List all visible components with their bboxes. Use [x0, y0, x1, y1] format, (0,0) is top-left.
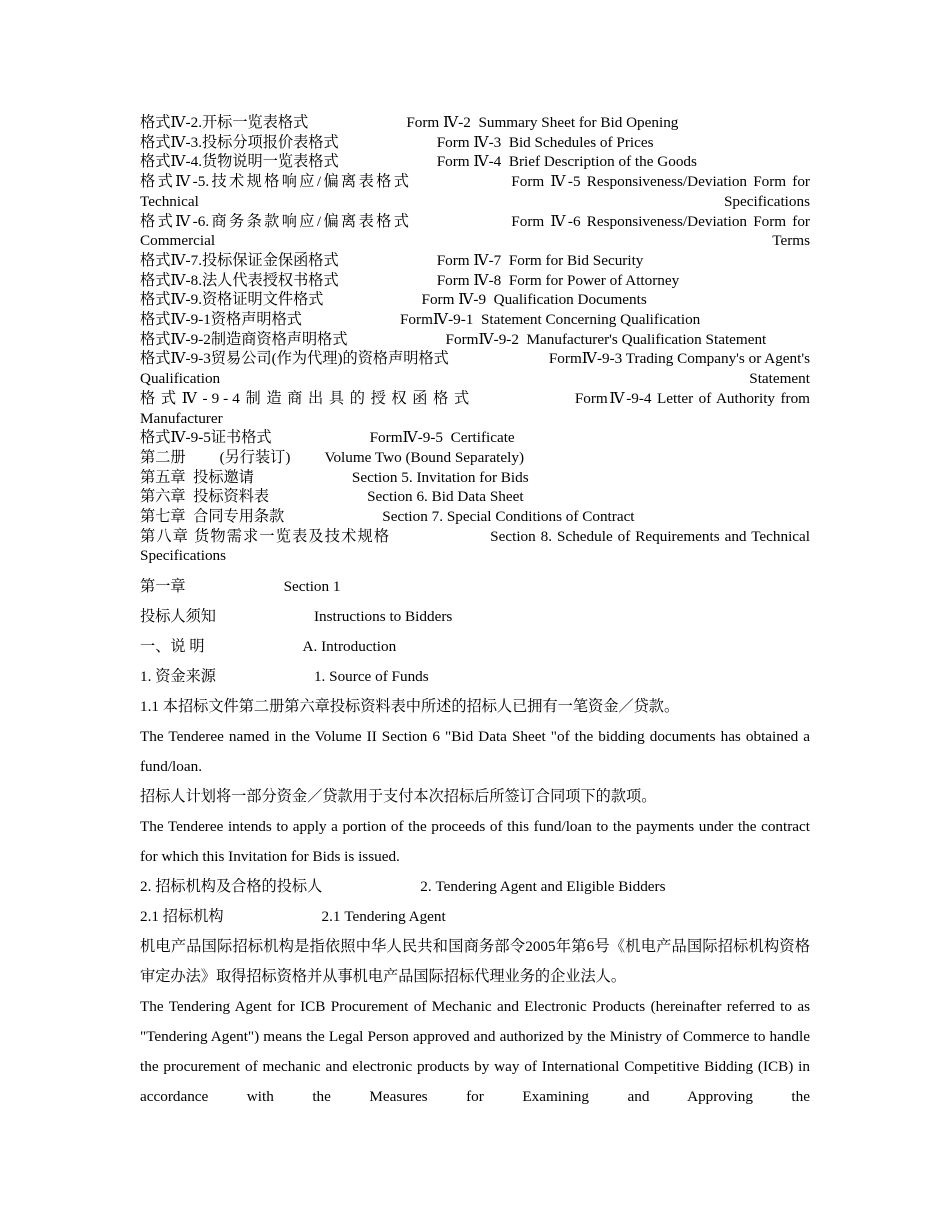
toc-en: Form Ⅳ-6 Responsiveness/Deviation Form for Commercial Terms — [140, 212, 810, 250]
toc-cn: 第七章 合同专用条款 — [140, 508, 285, 526]
toc-cn: 格式Ⅳ-9-4制造商出具的授权函格式 — [140, 389, 475, 407]
source-funds-cn: 1. 资金来源 — [140, 668, 216, 686]
toc-en: Section 7. Special Conditions of Contract — [382, 508, 635, 526]
toc-en: Form Ⅳ-9 Qualification Documents — [421, 291, 647, 309]
toc-entry — [140, 349, 810, 388]
chapter-en: Section 1 — [283, 578, 341, 596]
toc-cn: 格式Ⅳ-7.投标保证金保函格式 — [140, 251, 339, 269]
instructions-cn: 投标人须知 — [140, 608, 216, 626]
agent-sub-cn: 2.1 招标机构 — [140, 908, 224, 926]
toc-entry — [140, 448, 810, 468]
toc-entry — [140, 468, 810, 488]
toc-cn: 格式Ⅳ-9-1资格声明格式 — [140, 311, 302, 329]
toc-en: Section 6. Bid Data Sheet — [367, 488, 524, 506]
toc-entry — [140, 251, 810, 271]
agent-sub-en: 2.1 Tendering Agent — [321, 908, 446, 926]
paragraph-en: The Tenderee named in the Volume II Section 6 "Bid Data Sheet "of the bidding documents has obtained a fund/loan. — [140, 728, 810, 776]
source-funds-en: 1. Source of Funds — [313, 668, 429, 686]
toc-en: Form Ⅳ-8 Form for Power of Attorney — [436, 271, 680, 289]
toc-en: FormⅣ-9-3 Trading Company's or Agent's Qualification Statement — [140, 350, 811, 388]
paragraph-cn: 1.1 本招标文件第二册第六章投标资料表中所述的招标人已拥有一笔资金／贷款。 — [140, 698, 680, 716]
toc-cn: 格式Ⅳ-9.资格证明文件格式 — [140, 291, 324, 309]
toc-en: FormⅣ-9-4 Letter of Authority from Manufacturer — [140, 389, 810, 427]
toc-entry — [140, 290, 810, 310]
chapter-heading — [140, 577, 810, 597]
source-funds-heading — [140, 667, 810, 687]
document-page — [140, 113, 810, 1112]
toc-en: Volume Two (Bound Separately) — [324, 448, 525, 466]
toc-en: FormⅣ-9-1 Statement Concerning Qualification — [399, 311, 701, 329]
toc-entry — [140, 487, 810, 507]
toc-en: FormⅣ-9-2 Manufacturer's Qualification Statement — [445, 330, 767, 348]
toc-en: Form Ⅳ-5 Responsiveness/Deviation Form for Technical Specifications — [140, 173, 810, 210]
agent-subheading — [140, 902, 810, 932]
agent-heading — [140, 872, 810, 902]
intro-cn: 一、说 明 — [140, 638, 205, 656]
toc-cn: 格式Ⅳ-9-5证书格式 — [140, 429, 272, 447]
toc-cn: 格式Ⅳ-3.投标分项报价表格式 — [140, 133, 339, 151]
instructions-heading — [140, 607, 810, 627]
toc-en: FormⅣ-9-5 Certificate — [369, 429, 515, 447]
toc-cn: 第六章 投标资料表 — [140, 488, 270, 506]
agent-heading-cn: 2. 招标机构及合格的投标人 — [140, 878, 323, 896]
paragraph-en: The Tendering Agent for ICB Procurement of Mechanic and Electronic Products (hereinafter referred to as "Tendering Agent") means the Legal Person approved and authorized by the Ministry of Commerce to handle the procurement of mechanic and electronic products by way of International Competitive Bidding (ICB) in accordance with the Measures for Examining and Approving the — [140, 998, 810, 1106]
toc-en: Section 5. Invitation for Bids — [351, 468, 529, 486]
toc-entry — [140, 389, 810, 428]
toc-entry — [140, 212, 810, 251]
toc-entry — [140, 507, 810, 527]
toc-en: Section 8. Schedule of Requirements and Technical Specifications — [140, 527, 810, 565]
toc-entry — [140, 172, 810, 211]
toc-cn: 格式Ⅳ-6.商务条款响应/偏离表格式 — [140, 212, 412, 230]
toc-en: Form Ⅳ-2 Summary Sheet for Bid Opening — [406, 114, 679, 131]
toc-entry — [140, 310, 810, 330]
paragraph-en: The Tenderee intends to apply a portion of the proceeds of this fund/loan to the payments under the contract for which this Invitation for Bids is issued. — [140, 818, 810, 866]
toc-entry — [140, 133, 810, 153]
toc-cn: 格式Ⅳ-5.技术规格响应/偏离表格式 — [140, 173, 412, 191]
toc-entry — [140, 113, 810, 133]
toc-cn: 格式Ⅳ-9-2制造商资格声明格式 — [140, 330, 348, 348]
toc-entry — [140, 271, 810, 291]
toc-entry — [140, 428, 810, 448]
chapter-cn: 第一章 — [140, 578, 186, 596]
toc-cn: 格式Ⅳ-4.货物说明一览表格式 — [140, 153, 339, 171]
toc-cn: 第八章 货物需求一览表及技术规格 — [140, 527, 391, 545]
intro-en: A. Introduction — [302, 638, 397, 656]
toc-cn: 第二册 — [140, 448, 186, 466]
toc-cn: 第五章 投标邀请 — [140, 468, 254, 486]
toc-en: Form Ⅳ-7 Form for Bid Security — [436, 251, 644, 269]
paragraph-cn: 招标人计划将一部分资金／贷款用于支付本次招标后所签订合同项下的款项。 — [140, 788, 657, 806]
instructions-en: Instructions to Bidders — [313, 608, 453, 626]
toc-en: Form Ⅳ-4 Brief Description of the Goods — [436, 153, 697, 171]
toc-cn: 格式Ⅳ-9-3贸易公司(作为代理)的资格声明格式 — [140, 350, 449, 368]
toc-mid: (另行装订) — [219, 448, 291, 466]
toc-en: Form Ⅳ-3 Bid Schedules of Prices — [436, 133, 654, 151]
toc-entry — [140, 527, 810, 566]
toc-entry — [140, 330, 810, 350]
toc-entry — [140, 152, 810, 172]
intro-heading — [140, 637, 810, 657]
paragraph-cn: 机电产品国际招标机构是指依照中华人民共和国商务部令2005年第6号《机电产品国际招标机构资格审定办法》取得招标资格并从事机电产品国际招标代理业务的企业法人。 — [140, 938, 810, 986]
agent-heading-en: 2. Tendering Agent and Eligible Bidders — [420, 878, 666, 896]
toc-cn: 格式Ⅳ-2.开标一览表格式 — [140, 114, 309, 131]
toc-cn: 格式Ⅳ-8.法人代表授权书格式 — [140, 271, 339, 289]
